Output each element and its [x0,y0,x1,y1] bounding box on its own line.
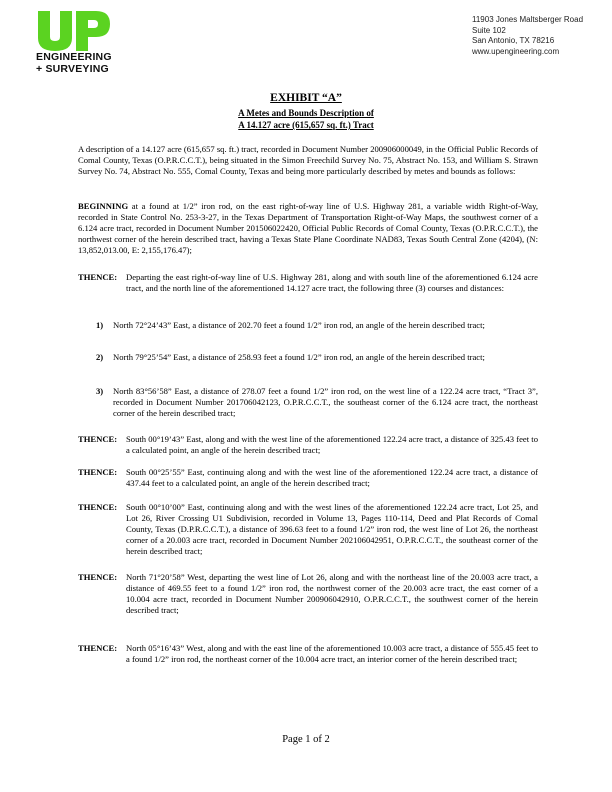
exhibit-title: EXHIBIT “A” [270,92,342,104]
thence-label: THENCE: [78,272,118,282]
thence-call [78,502,538,557]
page-number: Page 1 of 2 [282,734,330,745]
company-logo [36,11,126,73]
course-text: North 83°56’58” East, a distance of 278.07 feet a found 1/2” iron rod, on the west line of a 122.24 acre tract, “Tract 3”, recorded in Document Number 201706042123, O.P.R.C.C.T., the southeast corner of the 6.124 acre tract, the northeast corner of the herein described tract; [113,386,538,418]
thence-text: North 05°16’43” West, along and with the east line of the aforementioned 10.003 acre tract, a distance of 555.45 feet to a found 1/2” iron rod, the northeast corner of the 10.004 acre tract, an interior corner of the herein described tract; [126,643,538,664]
thence-label: THENCE: [78,643,118,653]
thence-call [78,272,538,294]
address-street: 11903 Jones Maltsberger Road [472,15,584,24]
logo-line-engineering: ENGINEERING [36,51,112,63]
thence-call [78,467,538,489]
thence-text: South 00°25’55” East, continuing along and with the west line of the aforementioned 122.24 acre tract, a distance of 437.44 feet to a calculated point, an angle of the herein described tract; [126,467,538,488]
course-number: 3) [96,386,104,396]
thence-call [78,434,538,456]
thence-text: South 00°19’43” East, along and with the west line of the aforementioned 122.24 acre tract, a distance of 325.43 feet to a calculated point, an angle of the herein described tract; [126,434,538,455]
course-number: 1) [96,320,104,330]
description-subtitle: A Metes and Bounds Description of [238,108,374,118]
thence-label: THENCE: [78,434,118,444]
course-item [96,352,538,363]
thence-call [78,643,538,665]
beginning-paragraph [78,201,538,256]
intro-paragraph: A description of a 14.127 acre (615,657 sq. ft.) tract, recorded in Document Number 200906000049, in the Official Public Records of Comal County, Texas (O.P.R.C.C.T.), being situated in the Simon Freechild Survey No. 75, Abstract No. 153, and William S. Strawn Survey No. 74, Abstract No. 555, Comal County, Texas and being more particularly described by metes and bounds as follows: [78,144,538,176]
address-website[interactable]: www.upengineering.com [472,46,560,56]
beginning-text: at a found at 1/2” iron rod, on the east right-of-way line of U.S. Highway 281, a variable width Right-of-Way, recorded in State Control No. 253-3-27, in the Texas Department of Transportation Right-of-Way Maps, the southwest corner of a 6.124 acre tract, recorded in Document Number 201506022420, Official Public Records of Comal County, Texas (O.P.R.C.C.T.), the northwest corner of the herein described tract, having a Texas State Plane Coordinate NAD83, Texas South Central Zone (4204), (N: 13,852,013.00, E: 2,155,176.47); [78,201,538,255]
thence-label: THENCE: [78,502,118,512]
tract-title: A 14.127 acre (615,657 sq. ft.) Tract [238,120,374,130]
address-city: San Antonio, TX 78216 [472,36,555,45]
logo-line-surveying: + SURVEYING [36,63,109,75]
thence-text: South 00°10’00” East, continuing along and with the west lines of the aforementioned 122.24 acre tract, Lot 25, and Lot 26, River Crossing U1 Subdivision, recorded in Volume 13, Pages 110-114, Deed and Plat Records of Comal County, Texas (D.P.R.C.C.T.), a distance of 396.63 feet to a found 1/2” iron rod, the west line of Lot 26, the northeast corner of a 20.003 acre tract, recorded in Document Number 202106042951, O.P.R.C.C.T., the southeast corner of the herein described tract; [126,502,538,556]
company-address [472,15,583,57]
thence-text: Departing the east right-of-way line of U.S. Highway 281, along and with south line of the aforementioned 6.124 acre tract, and the north line of the aforementioned 14.127 acre tract, the following three (3) courses and distances: [126,272,538,293]
address-suite: Suite 102 [472,25,506,35]
course-item [96,320,538,331]
course-number: 2) [96,352,104,362]
course-item [96,386,538,419]
thence-label: THENCE: [78,572,118,582]
course-text: North 79°25’54” East, a distance of 258.93 feet a found 1/2” iron rod, an angle of the herein described tract; [113,352,485,362]
course-text: North 72°24’43” East, a distance of 202.70 feet a found 1/2” iron rod, an angle of the herein described tract; [113,320,485,330]
thence-text: North 71°20’58” West, departing the west line of Lot 26, along and with the northeast line of the 20.003 acre tract, a distance of 469.55 feet to a found 1/2” iron rod, the northwest corner of the 20.003 acre tract, the east corner of a 10.004 acre tract, recorded in Document Number 200906042910, O.P.R.C.C.T., the southwest corner of the herein described tract; [126,572,538,615]
thence-label: THENCE: [78,467,118,477]
beginning-label: BEGINNING [78,201,129,211]
thence-call [78,572,538,616]
up-logo-icon [36,11,112,51]
